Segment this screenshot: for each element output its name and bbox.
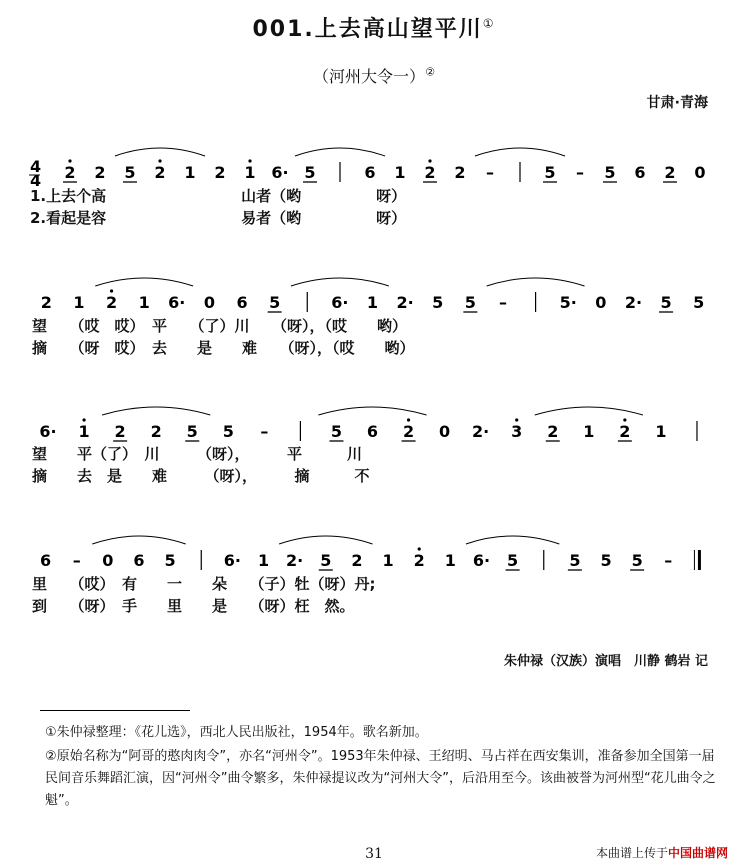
jianpu-note: 2 (114, 422, 126, 441)
jianpu-note: 2 (424, 163, 436, 182)
jianpu-note: 2 (664, 163, 676, 182)
jianpu-note: 1 (257, 551, 270, 570)
jianpu-note: 6 (364, 163, 376, 182)
jianpu-note: 1 (655, 422, 667, 441)
jianpu-note: 2 (94, 163, 106, 182)
lyric-line: 到 （呀） 手 里 是 （呀）枉 然。 (32, 597, 355, 615)
jianpu-note: 5 (604, 163, 616, 182)
slur (279, 536, 372, 544)
jianpu-note: 0 (102, 551, 114, 570)
slur (487, 278, 585, 286)
jianpu-note: 2 (619, 422, 631, 441)
jianpu-note: 5 (222, 422, 234, 441)
jianpu-note: 2 (154, 163, 166, 182)
jianpu-note: 1 (78, 422, 90, 441)
jianpu-note: 6· (168, 293, 186, 312)
jianpu-note: 5 (186, 422, 198, 441)
jianpu-note: 5 (631, 551, 643, 570)
jianpu-note: 5· (559, 293, 577, 312)
octave-dot-above (82, 418, 85, 421)
site-watermark (596, 844, 728, 861)
slur (92, 536, 185, 544)
lyric-line: 1.上去个高 山者（哟 呀） (30, 187, 407, 205)
jianpu-note: – (72, 551, 81, 570)
jianpu-note: 5 (569, 551, 581, 570)
jianpu-note: 5 (693, 293, 705, 312)
lyric-line: 望 平（了） 川 （呀）， 平 川 (32, 445, 363, 463)
footnote-1: ①朱仲禄整理：《花儿选》，西北人民出版社，1954年。歌名新加。 (45, 725, 428, 740)
slur (466, 536, 559, 544)
jianpu-note: 6 (366, 422, 379, 441)
footnote-divider (40, 710, 190, 711)
slur (291, 278, 389, 286)
octave-dot-above (623, 418, 626, 421)
slur (95, 278, 193, 286)
slur (535, 407, 643, 415)
octave-dot-above (515, 418, 518, 421)
jianpu-note: 5 (507, 551, 519, 570)
subtitle-footnote-mark: ② (425, 65, 435, 79)
octave-dot-above (110, 289, 113, 292)
jianpu-note: 1 (583, 422, 595, 441)
octave-dot-above (418, 547, 421, 550)
jianpu-note: 6 (236, 293, 248, 312)
slur (475, 148, 565, 156)
slur (318, 407, 426, 415)
octave-dot-above (68, 159, 71, 162)
jianpu-note: 2 (150, 422, 162, 441)
jianpu-note: 1 (394, 163, 406, 182)
jianpu-note: 6 (133, 551, 145, 570)
jianpu-note: 0 (595, 293, 607, 312)
jianpu-note: 6 (39, 551, 52, 570)
jianpu-note: 6· (472, 551, 491, 570)
jianpu-note: – (498, 293, 507, 312)
slur (115, 148, 205, 156)
jianpu-note: 2· (472, 422, 490, 441)
jianpu-note: 5 (544, 163, 556, 182)
jianpu-note: – (576, 163, 584, 182)
jianpu-note: 5 (304, 163, 316, 182)
jianpu-note: 2 (454, 163, 466, 182)
time-signature-top: 4 (30, 157, 42, 176)
jianpu-note: 5 (164, 551, 176, 570)
jianpu-note: 1 (444, 551, 456, 570)
jianpu-note: 6 (634, 163, 646, 182)
jianpu-note: 2 (351, 551, 363, 570)
jianpu-note: 6· (331, 293, 349, 312)
lyric-line: 里 （哎） 有 一 朵 （子）牡（呀）丹; (32, 575, 376, 593)
lyric-line: 2.看起是容 易者（哟 呀） (30, 209, 407, 227)
jianpu-note: 2 (105, 293, 118, 312)
jianpu-note: 5 (600, 551, 612, 570)
jianpu-note: 2 (402, 422, 415, 441)
jianpu-note: 2 (413, 551, 425, 570)
jianpu-note: 2 (64, 163, 76, 182)
footnote-2: ②原始名称为“阿哥的憨肉肉令”，亦名“河州令”。1953年朱仲禄、王绍明、马占祥在西安集训，准备参加全国第一届民间音乐舞蹈汇演，因“河州令”曲令繁多，朱仲禄提议改为“河州大令”，后沿用至今。该曲被誉为河州型“花儿曲令之魁”。 (45, 749, 716, 808)
octave-dot-above (407, 418, 410, 421)
jianpu-note: 1 (244, 163, 256, 182)
jianpu-note: 3 (511, 422, 523, 441)
jianpu-note: 5 (269, 293, 281, 312)
page-number: 31 (365, 846, 383, 862)
jianpu-note: 5 (464, 293, 476, 312)
jianpu-note: – (260, 422, 269, 441)
jianpu-note: 6· (223, 551, 241, 570)
lyric-line: 摘 （呀 哎） 去 是 难 （呀），（哎 哟） (32, 339, 415, 357)
slur (102, 407, 210, 415)
jianpu-note: 2· (624, 293, 643, 312)
jianpu-note: – (664, 551, 673, 570)
jianpu-note: 6· (271, 163, 289, 182)
jianpu-note: 1 (184, 163, 196, 182)
octave-dot-above (158, 159, 161, 162)
jianpu-note: 1 (138, 293, 150, 312)
jianpu-note: 1 (382, 551, 394, 570)
lyric-line: 摘 去 是 难 （呀）， 摘 不 (32, 467, 370, 485)
jianpu-note: 5 (432, 293, 444, 312)
time-signature-bottom: 4 (30, 171, 42, 190)
lyric-line: 望 （哎 哎） 平 （了）川 （呀），（哎 哟） (32, 317, 408, 335)
jianpu-note: 1 (366, 293, 379, 312)
octave-dot-above (428, 159, 431, 162)
jianpu-note: 1 (73, 293, 85, 312)
jianpu-note: – (486, 163, 494, 182)
title-footnote-mark: ① (482, 16, 496, 31)
jianpu-note: 0 (203, 293, 215, 312)
jianpu-note: 5 (320, 551, 332, 570)
jianpu-note: 5 (660, 293, 672, 312)
jianpu-note: 2· (286, 551, 304, 570)
octave-dot-above (248, 159, 251, 162)
watermark-prefix: 本曲谱上传于 (595, 846, 668, 860)
jianpu-note: 6· (39, 422, 57, 441)
performer-credits: 朱仲禄（汉族）演唱 川静 鹤岩 记 (503, 654, 708, 669)
jianpu-note: 2 (214, 163, 226, 182)
jianpu-note: 0 (694, 163, 706, 182)
jianpu-note: 5 (124, 163, 136, 182)
jianpu-note: 2· (396, 293, 414, 312)
jianpu-note: 0 (439, 422, 451, 441)
jianpu-note: 2 (547, 422, 559, 441)
region-label: 甘肃·青海 (646, 95, 708, 111)
slur (295, 148, 385, 156)
watermark-brand: 中国曲谱网 (667, 846, 728, 860)
jianpu-note: 5 (330, 422, 343, 441)
jianpu-note: 2 (40, 293, 52, 312)
song-title-text: 001.上去高山望平川 (252, 17, 483, 42)
subtitle-text: （河州大令一） (313, 67, 426, 86)
